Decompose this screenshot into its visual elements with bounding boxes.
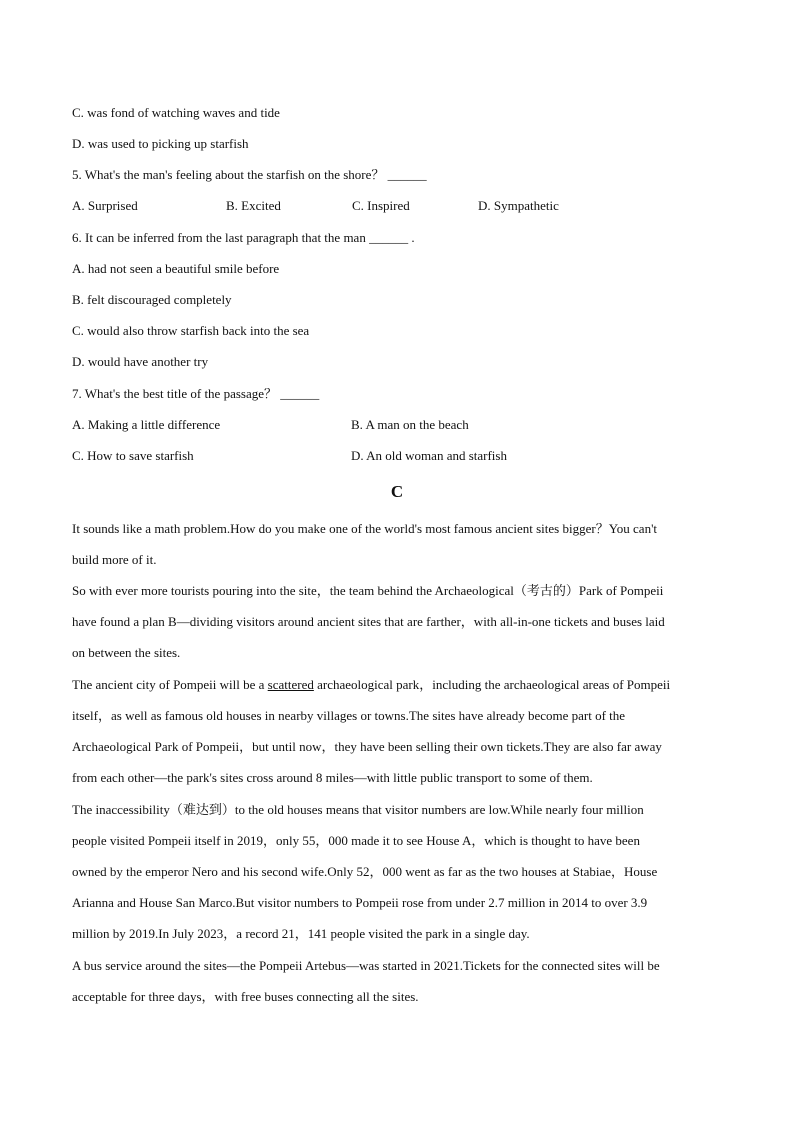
underlined-word: scattered (267, 677, 314, 692)
q7-option-a: A. Making a little difference (72, 417, 221, 432)
q5-option-b: B. Excited (226, 198, 281, 213)
paragraph-1-line-1: It sounds like a math problem.How do you make one of the world's most famous ancient sites bigger？You can't (72, 521, 658, 536)
document-page (72, 0, 722, 1123)
q5-option-c: C. Inspired (352, 198, 410, 213)
paragraph-3-line-1 (72, 677, 670, 693)
paragraph-2-line-2: have found a plan B—dividing visitors around ancient sites that are farther，with all-in-one tickets and buses laid (72, 614, 665, 629)
section-heading: C (390, 482, 404, 501)
paragraph-3-line-4: from each other—the park's sites cross around 8 miles—with little public transport to some of them. (72, 770, 593, 785)
q6-option-a: A. had not seen a beautiful smile before (72, 261, 280, 276)
q4-option-d: D. was used to picking up starfish (72, 136, 249, 151)
paragraph-3-text-b: archaeological park，including the archaeological areas of Pompeii (313, 677, 671, 692)
paragraph-4-line-4: Arianna and House San Marco.But visitor numbers to Pompeii rose from under 2.7 million in 2014 to over 3.9 (72, 895, 648, 910)
paragraph-4-line-2: people visited Pompeii itself in 2019，only 55，000 made it to see House A，which is thought to have been (72, 833, 640, 848)
q7-option-b: B. A man on the beach (351, 417, 469, 432)
paragraph-4-line-5: million by 2019.In July 2023，a record 21，141 people visited the park in a single day. (72, 926, 530, 941)
q6-stem: 6. It can be inferred from the last paragraph that the man ______ . (72, 230, 415, 245)
q6-option-d: D. would have another try (72, 354, 209, 369)
paragraph-4-line-1: The inaccessibility（难达到）to the old houses means that visitor numbers are low.While nearly four million (72, 802, 644, 817)
q7-option-c: C. How to save starfish (72, 448, 194, 463)
q7-option-d: D. An old woman and starfish (351, 448, 507, 463)
paragraph-5-line-2: acceptable for three days，with free buses connecting all the sites. (72, 989, 419, 1004)
paragraph-3-line-3: Archaeological Park of Pompeii，but until now，they have been selling their own tickets.They are also far away (72, 739, 662, 754)
paragraph-2-line-1: So with ever more tourists pouring into the site，the team behind the Archaeological（考古的）Park of Pompeii (72, 583, 664, 598)
paragraph-3-line-2: itself，as well as famous old houses in nearby villages or towns.The sites have already become part of the (72, 708, 626, 723)
q4-option-c: C. was fond of watching waves and tide (72, 105, 280, 120)
q6-option-b: B. felt discouraged completely (72, 292, 232, 307)
paragraph-3-text-a: The ancient city of Pompeii will be a (72, 677, 268, 692)
q5-option-d: D. Sympathetic (478, 198, 559, 213)
q5-option-a: A. Surprised (72, 198, 138, 213)
paragraph-4-line-3: owned by the emperor Nero and his second wife.Only 52，000 went as far as the two houses at Stabiae，House (72, 864, 658, 879)
q7-stem: 7. What's the best title of the passage？ ______ (72, 386, 320, 401)
paragraph-1-line-2: build more of it. (72, 552, 157, 567)
q5-stem: 5. What's the man's feeling about the starfish on the shore？ ______ (72, 167, 427, 182)
paragraph-5-line-1: A bus service around the sites—the Pompeii Artebus—was started in 2021.Tickets for the connected sites will be (72, 958, 660, 973)
q6-option-c: C. would also throw starfish back into the sea (72, 323, 310, 338)
paragraph-2-line-3: on between the sites. (72, 645, 181, 660)
